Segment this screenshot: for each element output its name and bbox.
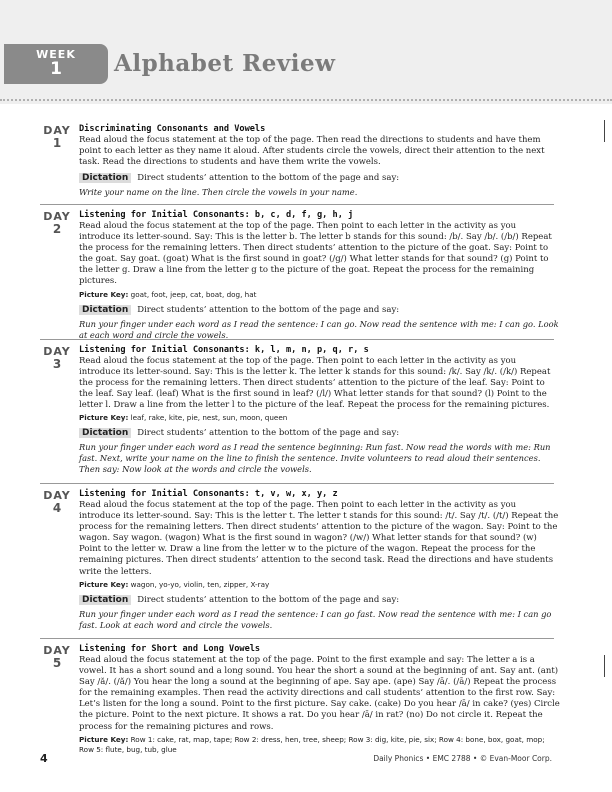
picture-key bbox=[79, 580, 560, 590]
day-number: 1 bbox=[52, 136, 62, 150]
day-instructions: Read aloud the focus statement at the top of the page. Then point to each letter in the activity as you introduce its letter-sound. Say: This is the letter b. The letter b stands for this sound: /b/. Say /b/. (/b/) Repeat the process for the remaining letters. Then direct students’ attention to the picture of the goat. Say: Point to the goat. Say goat. (goat) What is the first sound in goat? (/g/) What letter stands for that sound? (g) Point to the letter g. Draw a line from the letter g to the picture of the goat. Repeat the process for the remaining pictures. bbox=[79, 221, 552, 287]
day-label: DAY bbox=[43, 644, 71, 657]
section-divider bbox=[40, 204, 554, 205]
dictation-text: Run your finger under each word as I read the sentence: I can go fast. Now read the sentence with me: I can go fast. Look at each word and circle the vowels. bbox=[79, 608, 552, 630]
day-content bbox=[79, 489, 560, 631]
day-content bbox=[79, 124, 560, 198]
page-title: Alphabet Review bbox=[114, 50, 336, 77]
section-divider bbox=[40, 638, 554, 639]
picture-key bbox=[79, 735, 560, 755]
day-heading: Listening for Short and Long Vowels bbox=[79, 644, 261, 654]
margin-mark bbox=[604, 655, 605, 677]
day-label: DAY bbox=[43, 124, 71, 137]
dictation-intro: Direct students’ attention to the bottom of the page and say: bbox=[137, 428, 400, 439]
picture-key-text: leaf, rake, kite, pie, nest, sun, moon, queen bbox=[130, 413, 288, 423]
day-label: DAY bbox=[43, 489, 71, 502]
picture-key-text: wagon, yo-yo, violin, ten, zipper, X-ray bbox=[130, 579, 270, 589]
dictation-label: Dictation bbox=[79, 305, 131, 315]
day-number: 5 bbox=[52, 656, 62, 670]
day-tag bbox=[40, 644, 74, 670]
header-divider bbox=[0, 99, 612, 101]
dictation-block bbox=[79, 595, 560, 631]
week-number: 1 bbox=[50, 59, 62, 79]
picture-key-label: Picture Key: bbox=[79, 734, 129, 744]
week-label: WEEK bbox=[36, 48, 76, 61]
dictation-intro: Direct students’ attention to the bottom of the page and say: bbox=[137, 173, 400, 184]
day-heading: Discriminating Consonants and Vowels bbox=[79, 124, 266, 134]
picture-key bbox=[79, 290, 560, 300]
day-heading: Listening for Initial Consonants: b, c, d, f, g, h, j bbox=[79, 210, 354, 220]
day-label: DAY bbox=[43, 345, 71, 358]
day-number: 3 bbox=[52, 357, 62, 371]
day-content bbox=[79, 345, 560, 475]
day-heading: Listening for Initial Consonants: k, l, m, n, p, q, r, s bbox=[79, 345, 369, 355]
dictation-block bbox=[79, 428, 560, 475]
dictation-intro: Direct students’ attention to the bottom of the page and say: bbox=[137, 594, 400, 605]
day-instructions: Read aloud the focus statement at the top of the page. Then point to each letter in the activity as you introduce its letter-sound. Say: This is the letter k. The letter k stands for this sound: /k/. Say /k/. (/k/) Repeat the process for the remaining letters. Then direct students’ attention to the picture of the leaf. Say: Point to the leaf. Say leaf. (leaf) What is the first sound in leaf? (/l/) What letter stands for that sound? (l) Point to the letter l. Draw a line from the letter l to the picture of the leaf. Repeat the process for the remaining pictures. bbox=[79, 356, 551, 411]
day-tag bbox=[40, 345, 74, 371]
day-label: DAY bbox=[43, 210, 71, 223]
picture-key bbox=[79, 413, 560, 423]
dictation-intro: Direct students’ attention to the bottom of the page and say: bbox=[137, 304, 400, 315]
day-instructions: Read aloud the focus statement at the top of the page. Then read the directions to students and have them point to each letter as they name it aloud. After students circle the vowels, direct their attention to the next task. Read the directions to students and have them write the vowels. bbox=[79, 135, 545, 168]
picture-key-text: Row 1: cake, rat, map, tape; Row 2: dress, hen, tree, sheep; Row 3: dig, kite, pie, six; Row 4: bone, box, goat, mop; Row 5: flute, bug, tub, glue bbox=[79, 734, 545, 754]
picture-key-text: goat, foot, jeep, cat, boat, dog, hat bbox=[130, 289, 257, 299]
dictation-label: Dictation bbox=[79, 595, 131, 605]
day-tag bbox=[40, 210, 74, 236]
dictation-text: Run your finger under each word as I read the sentence: I can go. Now read the sentence with me: I can go. Look at each word and circle the vowels. bbox=[79, 318, 559, 340]
day-number: 4 bbox=[52, 501, 62, 515]
picture-key-label: Picture Key: bbox=[79, 579, 129, 589]
dictation-label: Dictation bbox=[79, 428, 131, 438]
day-content bbox=[79, 644, 560, 755]
page-number: 4 bbox=[40, 752, 48, 765]
picture-key-label: Picture Key: bbox=[79, 289, 129, 299]
section-divider bbox=[40, 483, 554, 484]
margin-mark bbox=[604, 120, 605, 142]
day-tag bbox=[40, 489, 74, 515]
day-tag bbox=[40, 124, 74, 150]
day-number: 2 bbox=[52, 222, 62, 236]
day-content bbox=[79, 210, 560, 341]
day-heading: Listening for Initial Consonants: t, v, w, x, y, z bbox=[79, 489, 338, 499]
picture-key-label: Picture Key: bbox=[79, 413, 129, 423]
dictation-block bbox=[79, 173, 560, 198]
dictation-text: Run your finger under each word as I read the sentence beginning: Run fast. Now read the words with me: Run fast. Next, write your name on the line to finish the sentence. Invite volunteers to read aloud their sentences. Then say: Now look at the words and circle the vowels. bbox=[79, 442, 551, 475]
dictation-label: Dictation bbox=[79, 173, 131, 183]
day-instructions: Read aloud the focus statement at the top of the page. Point to the first example and say: The letter a is a vowel. It has a short sound and a long sound. You hear the short a sound at the beginning of ant. Say ant. (ant) Say /ă/. (/ă/) You hear the long a sound at the beginning of ape. Say ape. (ape) Say /ā/. (/ā/) Repeat the process for the remaining examples. Then read the activity directions and call students’ attention to the first row. Say: Let’s listen for the long a sound. Point to the first picture. Say cake. (cake) Do you hear /ā/ in cake? (yes) Circle the picture. Point to the next picture. It shows a rat. Do you hear /ā/ in rat? (no) Do not circle it. Repeat the process for the remaining pictures and rows. bbox=[79, 655, 560, 732]
dictation-text: Write your name on the line. Then circle the vowels in your name. bbox=[79, 187, 358, 198]
day-instructions: Read aloud the focus statement at the top of the page. Then point to each letter in the activity as you introduce its letter-sound. Say: This is the letter t. The letter t stands for this sound: /t/. Say /t/. (/t/) Repeat the process for the remaining letters. Then direct students’ attention to the picture of the wagon. Say: Point to the wagon. Say wagon. (wagon) What is the first sound in wagon? (/w/) What letter stands for that sound? (w) Point to the letter w. Draw a line from the letter w to the picture of the wagon. Repeat the process for the remaining pictures. Then direct students’ attention to the second task. Read the directions and have students write the letters. bbox=[79, 500, 559, 577]
dictation-block bbox=[79, 305, 560, 341]
footer-credit: Daily Phonics • EMC 2788 • © Evan-Moor Corp. bbox=[373, 754, 552, 763]
section-divider bbox=[40, 339, 554, 340]
week-badge bbox=[4, 44, 108, 84]
